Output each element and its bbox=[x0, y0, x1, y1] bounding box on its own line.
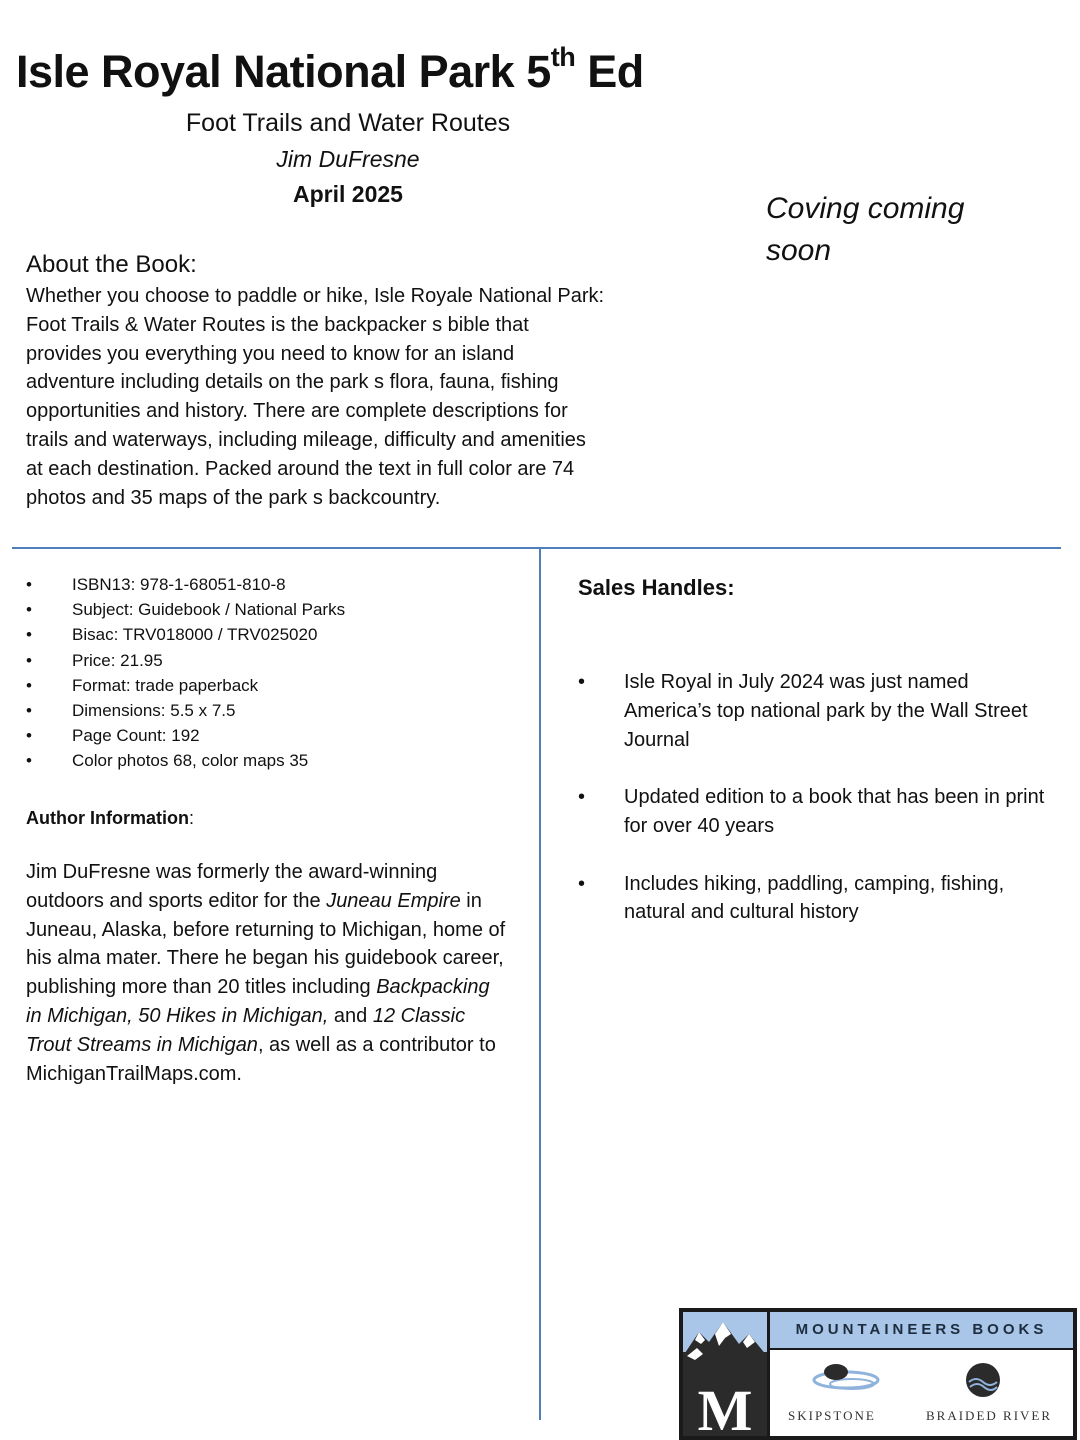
book-ref-trout-streams: 12 Classic Trout Streams in Michigan bbox=[26, 1004, 466, 1056]
title-superscript: th bbox=[550, 42, 576, 72]
publisher-name: MOUNTAINEERS BOOKS bbox=[770, 1312, 1073, 1348]
sales-handles-heading: Sales Handles: bbox=[578, 575, 735, 600]
imprint-panel bbox=[770, 1350, 1073, 1436]
bullet-icon: • bbox=[578, 786, 586, 809]
sales-handle-item: • Updated edition to a book that has been in print for over 40 years bbox=[578, 783, 1058, 841]
imprint-braided-river: BRAIDED RIVER bbox=[926, 1408, 1053, 1423]
spec-item-dimensions: • Dimensions: 5.5 x 7.5 bbox=[26, 700, 236, 720]
imprint-skipstone: SKIPSTONE bbox=[788, 1408, 876, 1423]
braided-river-emblem-icon bbox=[966, 1363, 1000, 1397]
title-suffix: Ed bbox=[575, 46, 644, 97]
bullet-icon: • bbox=[26, 726, 32, 746]
bullet-icon: • bbox=[26, 675, 32, 695]
spec-item-price: • Price: 21.95 bbox=[26, 650, 163, 670]
bullet-icon: • bbox=[26, 625, 32, 645]
spec-item-format: • Format: trade paperback bbox=[26, 675, 259, 695]
spec-item-page-count: • Page Count: 192 bbox=[26, 726, 200, 746]
spec-item-bisac: • Bisac: TRV018000 / TRV025020 bbox=[26, 625, 318, 645]
book-ref-juneau-empire: Juneau Empire bbox=[326, 889, 461, 912]
bullet-icon: • bbox=[26, 700, 32, 720]
spec-item-color-content: • Color photos 68, color maps 35 bbox=[26, 751, 309, 771]
book-ref-backpacking: Backpacking in Michigan, 50 Hikes in Michigan, bbox=[26, 976, 490, 1027]
sales-handle-item: • Isle Royal in July 2024 was just named America’s top national park by the Wall Street Journal bbox=[578, 668, 1058, 754]
spec-item-subject: • Subject: Guidebook / National Parks bbox=[26, 600, 346, 620]
bullet-icon: • bbox=[26, 751, 32, 771]
about-body: Whether you choose to paddle or hike, Isle Royale National Park: Foot Trails & Water Routes is the backpacker s bible that provides you everything you need to know for an island adventure including details on the park s flora, fauna, fishing opportunities and history. There are complete descriptions for trails and waterways, including mileage, difficulty and amenities at each destination. Packed around the text in full color are 74 photos and 35 maps of the park s backcountry. bbox=[26, 285, 605, 509]
cover-placeholder-note: Coving coming soon bbox=[766, 192, 965, 267]
sales-handles-list bbox=[578, 668, 1058, 956]
bullet-icon: • bbox=[26, 650, 32, 670]
bullet-icon: • bbox=[26, 600, 32, 620]
bullet-icon: • bbox=[26, 575, 32, 594]
author-bio: Jim DuFresne was formerly the award-winning outdoors and sports editor for the Juneau Empire in Juneau, Alaska, before returning to Michigan, home of his alma mater. There he began his guidebook career, publishing more than 20 titles including Backpacking in Michigan, 50 Hikes in Michigan, and 12 Classic Trout Streams in Michigan, as well as a contributor to MichiganTrailMaps.com. bbox=[26, 861, 506, 1085]
publication-date: April 2025 bbox=[293, 181, 403, 207]
book-subtitle: Foot Trails and Water Routes bbox=[185, 109, 511, 137]
bullet-icon: • bbox=[578, 671, 586, 693]
mountain-monogram-graphic bbox=[683, 1312, 767, 1436]
spec-list bbox=[26, 574, 526, 776]
book-title bbox=[16, 42, 644, 98]
mountain-monogram-icon bbox=[683, 1312, 767, 1436]
author-info-heading: Author Information: bbox=[26, 808, 194, 828]
publisher-logo bbox=[679, 1308, 1077, 1440]
spec-item-isbn: • ISBN13: 978-1-68051-810-8 bbox=[26, 575, 286, 594]
vertical-divider bbox=[539, 549, 541, 1420]
skipstone-emblem-icon bbox=[814, 1364, 878, 1389]
about-heading: About the Book: bbox=[26, 251, 197, 278]
title-main: Isle Royal National Park 5 bbox=[16, 46, 551, 97]
bullet-icon: • bbox=[578, 872, 586, 895]
monogram-letter: M bbox=[697, 1378, 753, 1436]
sales-handle-item: • Includes hiking, paddling, camping, fishing, natural and cultural history bbox=[578, 870, 1058, 928]
author-name: Jim DuFresne bbox=[276, 146, 420, 172]
horizontal-divider bbox=[12, 547, 1061, 549]
